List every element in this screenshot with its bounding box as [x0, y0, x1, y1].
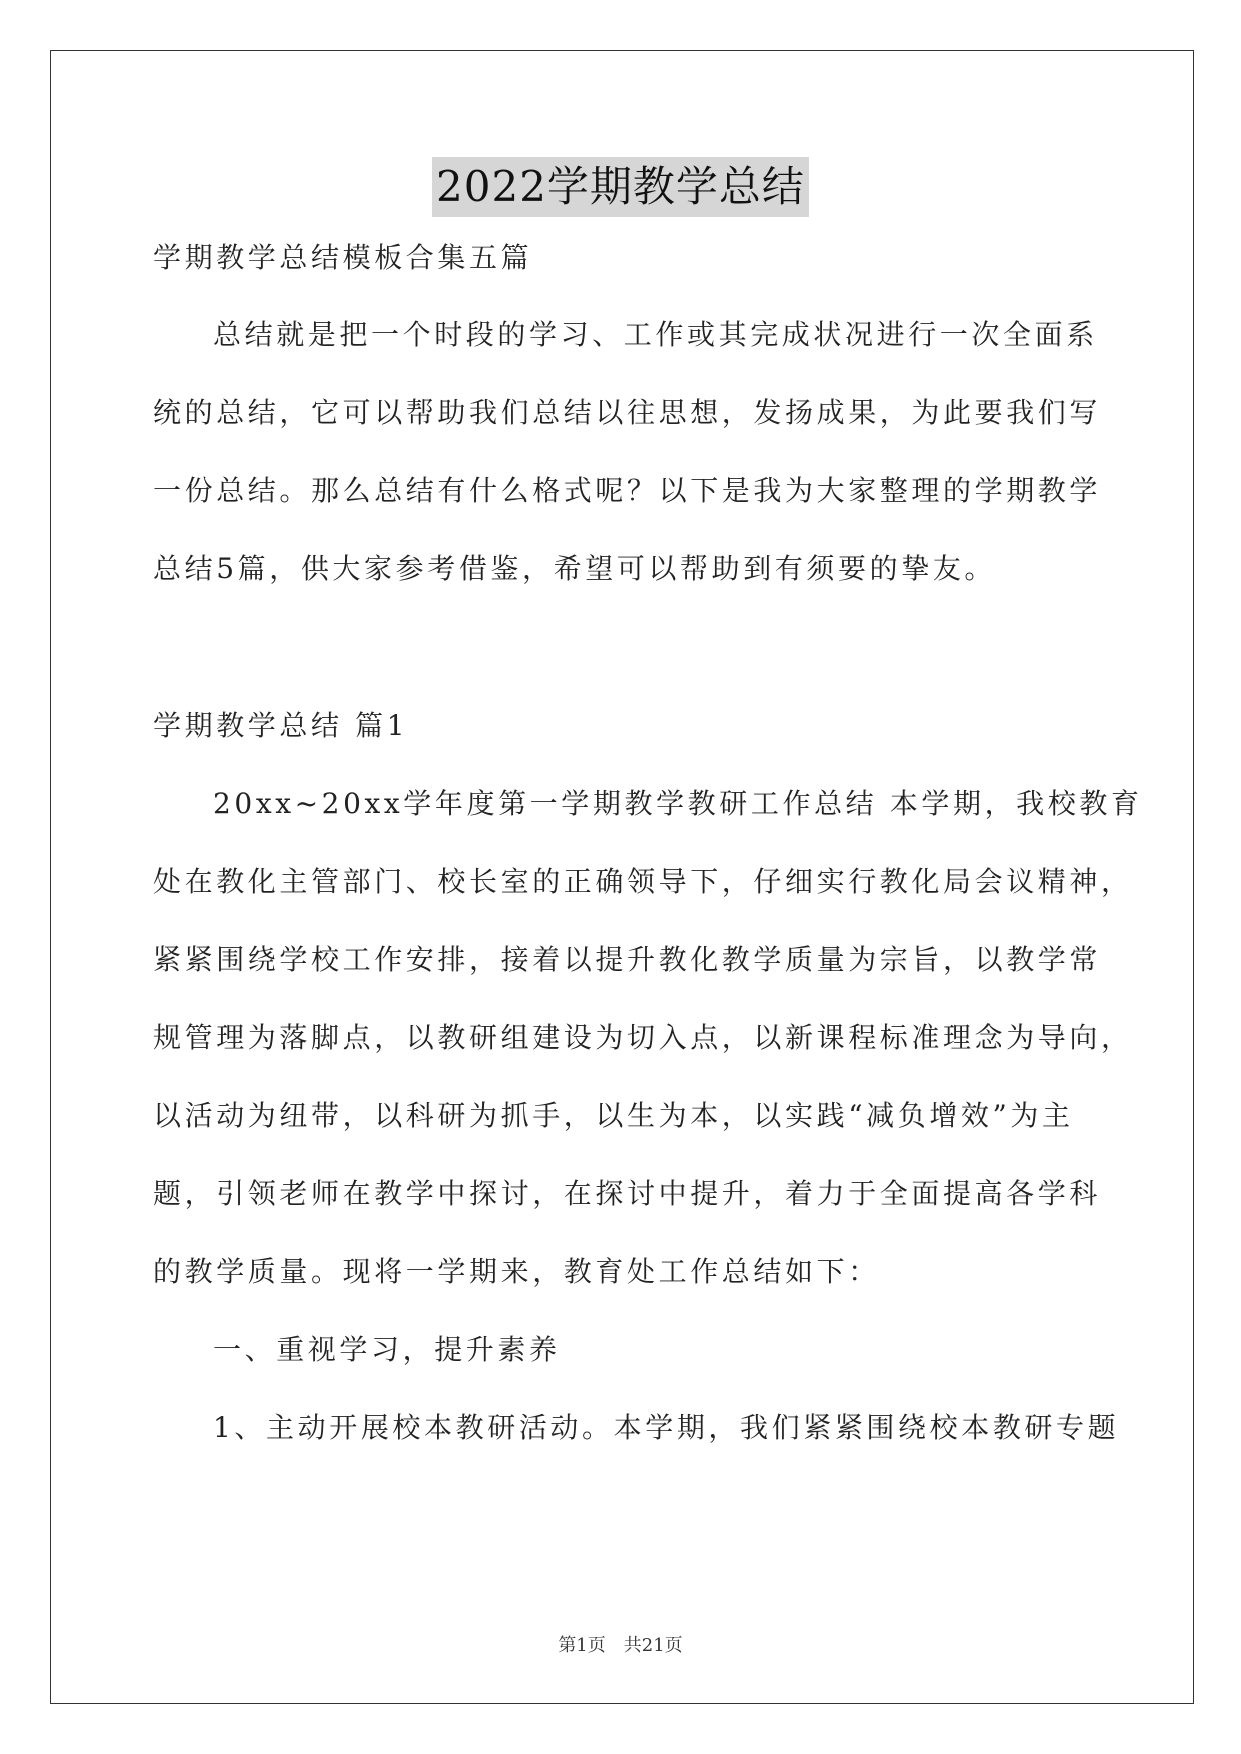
paragraph-line: 以活动为纽带，以科研为抓手，以生为本，以实践“减负增效”为主 — [153, 1099, 1074, 1132]
subsection-heading: 一、重视学习，提升素养 — [213, 1333, 561, 1366]
paragraph-line: 的教学质量。现将一学期来，教育处工作总结如下： — [153, 1255, 880, 1288]
subtitle-line: 学期教学总结模板合集五篇 — [153, 241, 533, 274]
paragraph-line: 题，引领老师在教学中探讨，在探讨中提升，着力于全面提高各学科 — [153, 1177, 1102, 1210]
document-title: 2022学期教学总结 — [432, 157, 809, 217]
paragraph-line: 总结5篇，供大家参考借鉴，希望可以帮助到有须要的挚友。 — [153, 552, 997, 585]
paragraph-line: 一份总结。那么总结有什么格式呢？以下是我为大家整理的学期教学 — [153, 474, 1102, 507]
paragraph-line: 处在教化主管部门、校长室的正确领导下，仔细实行教化局会议精神， — [153, 865, 1133, 898]
paragraph-line: 紧紧围绕学校工作安排，接着以提升教化教学质量为宗旨，以教学常 — [153, 943, 1102, 976]
section-heading: 学期教学总结 篇1 — [153, 709, 409, 742]
paragraph-line: 20xx~20xx学年度第一学期教学教研工作总结 本学期，我校教育 — [213, 787, 1143, 820]
paragraph-line: 1、主动开展校本教研活动。本学期，我们紧紧围绕校本教研专题 — [213, 1411, 1120, 1444]
paragraph-line: 规管理为落脚点，以教研组建设为切入点，以新课程标准理念为导向， — [153, 1021, 1133, 1054]
page-number-footer: 第1页 共21页 — [558, 1635, 683, 1656]
title-container — [0, 157, 1241, 217]
paragraph-line: 总结就是把一个时段的学习、工作或其完成状况进行一次全面系 — [213, 318, 1098, 351]
paragraph-line: 统的总结，它可以帮助我们总结以往思想，发扬成果，为此要我们写 — [153, 396, 1102, 429]
